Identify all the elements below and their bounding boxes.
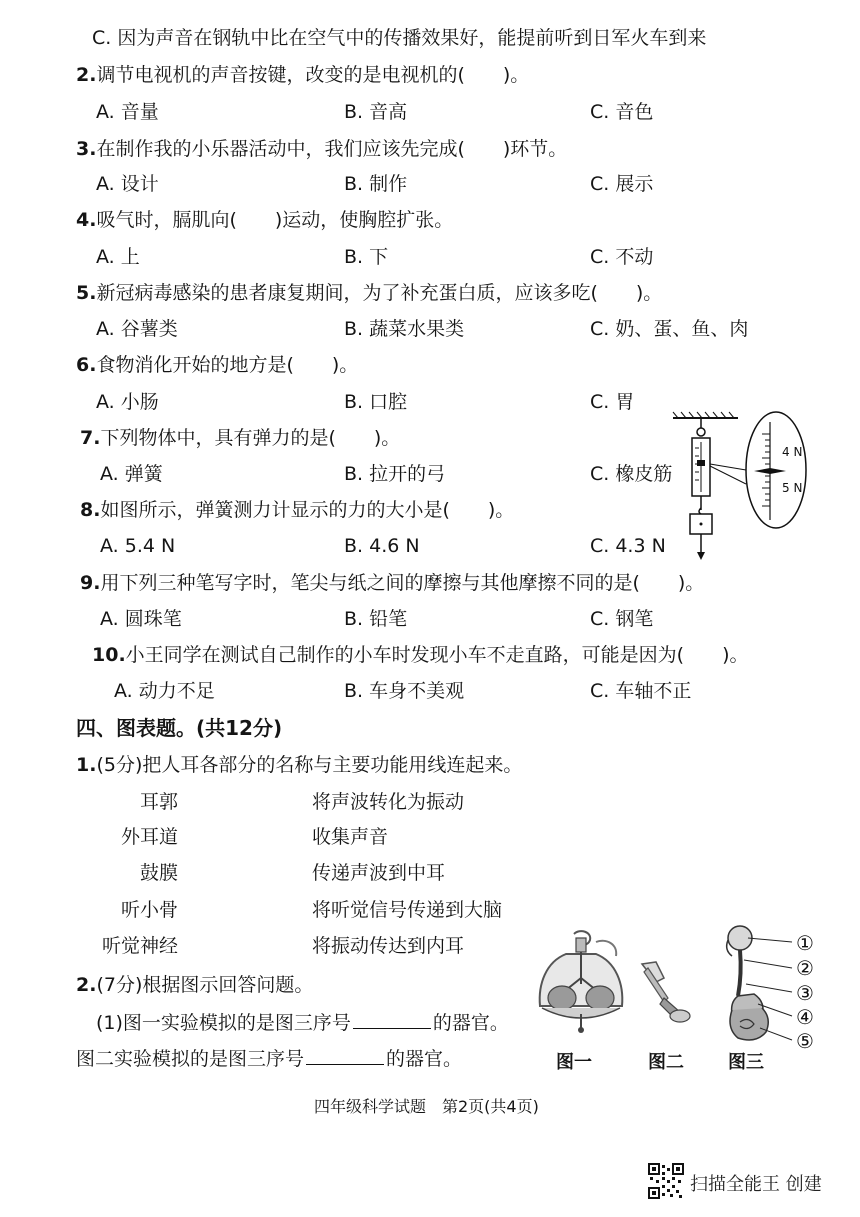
question-text: 下列物体中，具有弹力的是( )。	[100, 427, 401, 449]
question-number: 3.	[76, 138, 97, 160]
figure-3-marker-3: ③	[796, 981, 814, 1005]
question-9	[80, 570, 704, 596]
q5-option-a: A. 谷薯类	[96, 318, 178, 340]
scale-label-lower: 5 N	[782, 481, 803, 495]
section-4-title: 四、图表题。(共12分)	[76, 716, 283, 740]
question-2	[76, 62, 529, 88]
figure-3-label: 图三	[728, 1052, 764, 1073]
ear-part-5: 听觉神经	[101, 935, 178, 957]
q10-option-b: B. 车身不美观	[344, 680, 465, 702]
q7-option-c: C. 橡皮筋	[590, 463, 673, 485]
figure-2-experiment	[634, 958, 694, 1028]
q4-option-c: C. 不动	[590, 246, 654, 268]
question-text: (5分)把人耳各部分的名称与主要功能用线连起来。	[96, 754, 523, 776]
question-6	[76, 352, 358, 378]
q8-option-b: B. 4.6 N	[344, 535, 420, 557]
question-7	[80, 425, 400, 451]
q2-option-c: C. 音色	[590, 101, 654, 123]
sub2-suffix: 的器官。	[386, 1048, 463, 1070]
ear-function-3: 传递声波到中耳	[312, 862, 446, 884]
q6-option-b: B. 口腔	[344, 391, 408, 413]
ear-function-4: 将听觉信号传递到大脑	[312, 899, 503, 921]
question-text: 在制作我的小乐器活动中，我们应该先完成( )环节。	[96, 138, 568, 160]
qr-code-icon	[648, 1163, 684, 1199]
question-number: 7.	[80, 427, 101, 449]
figure-1-label: 图一	[556, 1052, 592, 1073]
figure-3-marker-2: ②	[796, 956, 814, 980]
q2-option-a: A. 音量	[96, 101, 159, 123]
ear-part-4: 听小骨	[120, 899, 178, 921]
question-number: 9.	[80, 572, 101, 594]
scale-label-upper: 4 N	[782, 445, 803, 459]
q6-option-a: A. 小肠	[96, 391, 159, 413]
q5-option-c: C. 奶、蛋、鱼、肉	[590, 318, 749, 340]
question-10	[92, 642, 749, 668]
question-text: 小王同学在测试自己制作的小车时发现小车不走直路，可能是因为( )。	[125, 644, 749, 666]
ear-function-2: 收集声音	[312, 826, 389, 848]
question-text: 新冠病毒感染的患者康复期间，为了补充蛋白质，应该多吃( )。	[96, 282, 663, 304]
scanner-watermark: 扫描全能王 创建	[690, 1174, 822, 1195]
question-number: 2.	[76, 64, 97, 86]
question-number: 5.	[76, 282, 97, 304]
question-number: 10.	[92, 644, 126, 666]
q7-option-b: B. 拉开的弓	[344, 463, 446, 485]
q3-option-a: A. 设计	[96, 173, 159, 195]
s4-q2-sub1	[96, 1010, 509, 1036]
q9-option-b: B. 铅笔	[344, 608, 408, 630]
question-number: 1.	[76, 754, 97, 776]
q2-option-b: B. 音高	[344, 101, 408, 123]
question-number: 6.	[76, 354, 97, 376]
q10-option-c: C. 车轴不正	[590, 680, 692, 702]
question-text: 用下列三种笔写字时，笔尖与纸之间的摩擦与其他摩擦不同的是( )。	[100, 572, 705, 594]
figure-1-lung-model	[536, 928, 626, 1038]
question-text: 如图所示，弹簧测力计显示的力的大小是( )。	[100, 499, 515, 521]
figure-3-marker-4: ④	[796, 1005, 814, 1029]
sub1-prefix: (1)图一实验模拟的是图三序号	[96, 1012, 351, 1034]
question-number: 4.	[76, 209, 97, 231]
q10-option-a: A. 动力不足	[114, 680, 215, 702]
question-8	[80, 497, 514, 523]
page-footer: 四年级科学试题 第2页(共4页)	[314, 1097, 539, 1116]
answer-blank-2[interactable]	[306, 1046, 384, 1065]
figure-3-marker-5: ⑤	[796, 1029, 814, 1053]
ear-part-3: 鼓膜	[139, 862, 178, 884]
question-3	[76, 136, 567, 162]
answer-blank-1[interactable]	[353, 1010, 431, 1029]
ear-part-1: 耳郭	[139, 791, 178, 813]
figure-3-digestive-system	[712, 924, 824, 1052]
question-number: 8.	[80, 499, 101, 521]
figure-2-label: 图二	[648, 1052, 684, 1073]
question-5	[76, 280, 662, 306]
question-text: 食物消化开始的地方是( )。	[96, 354, 359, 376]
question-text: 吸气时，膈肌向( )运动，使胸腔扩张。	[96, 209, 454, 231]
ear-function-5: 将振动传达到内耳	[312, 935, 465, 957]
s4-question-2	[76, 972, 313, 998]
s4-q2-sub2	[76, 1046, 462, 1072]
q3-option-c: C. 展示	[590, 173, 654, 195]
question-4	[76, 207, 453, 233]
q6-option-c: C. 胃	[590, 391, 635, 413]
q4-option-b: B. 下	[344, 246, 389, 268]
figure-3-marker-1: ①	[796, 931, 814, 955]
q5-option-b: B. 蔬菜水果类	[344, 318, 465, 340]
spring-scale-figure	[668, 408, 818, 568]
q8-option-a: A. 5.4 N	[100, 535, 176, 557]
q1-option-c: C. 因为声音在钢轨中比在空气中的传播效果好，能提前听到日军火车到来	[92, 27, 707, 49]
q7-option-a: A. 弹簧	[100, 463, 163, 485]
q9-option-a: A. 圆珠笔	[100, 608, 182, 630]
q8-option-c: C. 4.3 N	[590, 535, 666, 557]
question-text: 调节电视机的声音按键，改变的是电视机的( )。	[96, 64, 530, 86]
question-number: 2.	[76, 974, 97, 996]
question-text: (7分)根据图示回答问题。	[96, 974, 314, 996]
sub1-suffix: 的器官。	[432, 1012, 509, 1034]
sub2-prefix: 图二实验模拟的是图三序号	[76, 1048, 305, 1070]
q3-option-b: B. 制作	[344, 173, 408, 195]
q9-option-c: C. 钢笔	[590, 608, 654, 630]
s4-question-1	[76, 752, 522, 778]
ear-function-1: 将声波转化为振动	[312, 791, 465, 813]
q4-option-a: A. 上	[96, 246, 140, 268]
ear-part-2: 外耳道	[120, 826, 178, 848]
